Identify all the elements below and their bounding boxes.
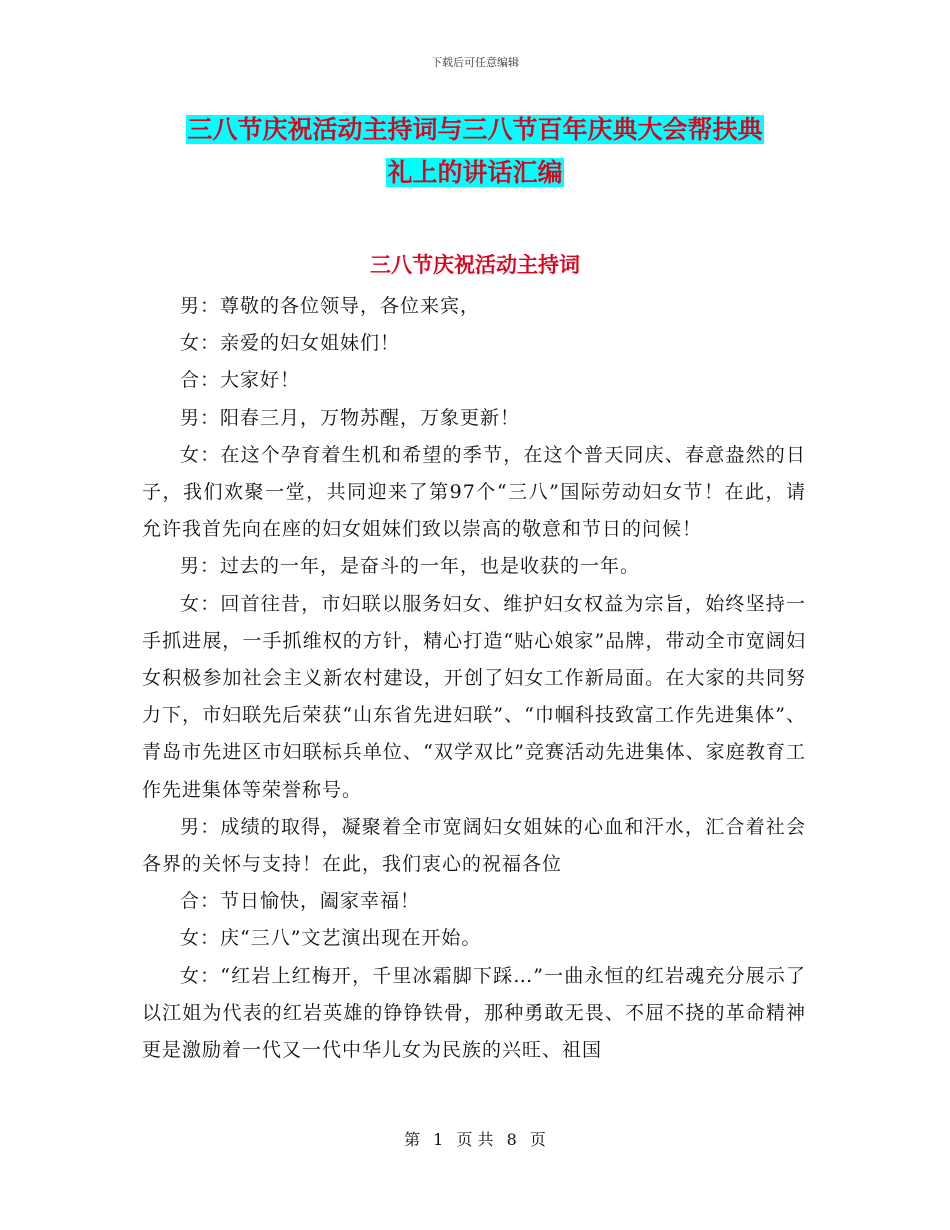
paragraph: 合：大家好！	[180, 369, 301, 392]
page-number: 1	[433, 1130, 444, 1149]
section-title: 三八节庆祝活动主持词	[370, 253, 580, 277]
paragraph: 女：“红岩上红梅开，千里冰霜脚下踩…”一曲永恒的红岩魂充分展示了以江姐为代表的红岩英雄的铮铮铁骨，那种勇敢无畏、不屈不挠的革命精神更是激励着一代又一代中华儿女为民族的兴旺、祖国	[142, 964, 806, 1062]
paragraph: 男：尊敬的各位领导，各位来宾，	[180, 295, 481, 317]
document-title-text-2: 礼上的讲话汇编	[387, 158, 563, 187]
page-footer	[0, 1127, 950, 1150]
paragraph: 女：在这个孕育着生机和希望的季节，在这个普天同庆、春意盎然的日子，我们欢聚一堂，共同迎来了第97个“三八”国际劳动妇女节！在此，请允许我首先向在座的妇女姐妹们致以崇高的敬意和节日的问候！	[142, 443, 806, 541]
paragraph: 男：阳春三月，万物苏醒，万象更新！	[180, 406, 521, 429]
paragraph: 女：亲爱的妇女姐妹们！	[180, 332, 401, 355]
document-title-text-1: 三八节庆祝活动主持词与三八节百年庆典大会帮扶典	[187, 115, 763, 144]
paragraph: 合：节日愉快，阖家幸福！	[180, 890, 421, 913]
paragraph: 男：成绩的取得，凝聚着全市宽阔妇女姐妹的心血和汗水，汇合着社会各界的关怀与支持！在此，我们衷心的祝福各位	[142, 815, 806, 876]
page-header: 下载后可任意编辑	[431, 56, 519, 69]
document-title-line-1	[0, 112, 950, 148]
paragraph: 女：庆“三八”文艺演出现在开始。	[180, 927, 482, 950]
page-total: 8	[506, 1130, 517, 1149]
document-body	[142, 288, 806, 1069]
document-title-line-2	[0, 155, 950, 191]
footer-middle: 页 共	[456, 1130, 494, 1149]
footer-suffix: 页	[529, 1130, 546, 1149]
paragraph: 男：过去的一年，是奋斗的一年，也是收获的一年。	[180, 555, 641, 578]
footer-prefix: 第	[404, 1130, 421, 1149]
paragraph: 女：回首往昔，市妇联以服务妇女、维护妇女权益为宗旨，始终坚持一手抓进展，一手抓维权的方针，精心打造“贴心娘家”品牌，带动全市宽阔妇女积极参加社会主义新农村建设，开创了妇女工作新局面。在大家的共同努力下，市妇联先后荣获“山东省先进妇联”、“巾帼科技致富工作先进集体”、青岛市先进区市妇联标兵单位、“双学双比”竞赛活动先进集体、家庭教育工作先进集体等荣誉称号。	[142, 592, 806, 801]
